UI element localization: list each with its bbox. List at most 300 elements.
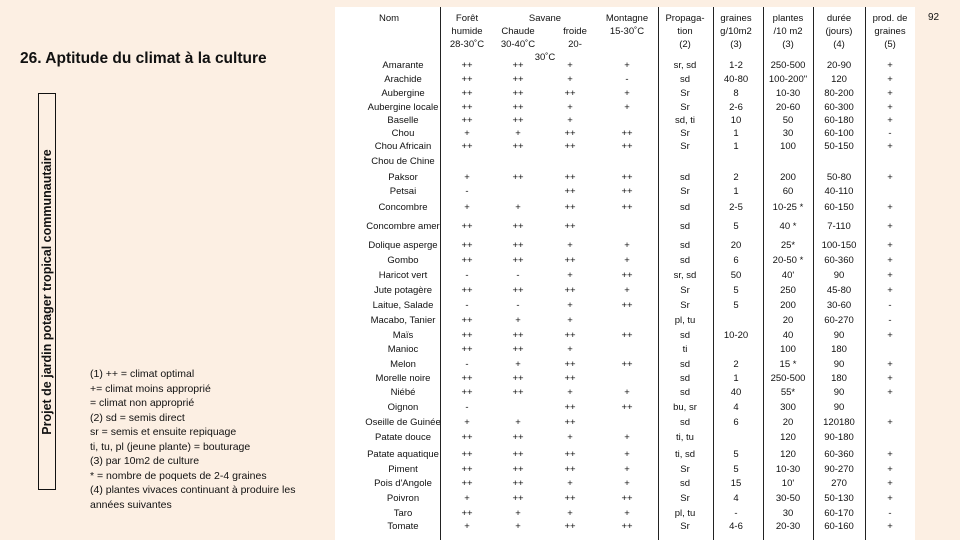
cell-prod: + (887, 285, 893, 296)
cell-chaude: ++ (512, 464, 524, 475)
cell-foret: + (464, 521, 470, 532)
cell-graines: 1 (733, 128, 739, 139)
cell-foret: + (464, 172, 470, 183)
row-crop-name: Pois d'Angole (374, 478, 432, 489)
cell-froide: + (567, 270, 573, 281)
cell-froide: ++ (564, 221, 576, 232)
page-title: 26. Aptitude du climat à la culture (20, 50, 267, 67)
cell-chaude: - (516, 300, 520, 311)
cell-froide: + (567, 60, 573, 71)
cell-graines: 40 (730, 387, 742, 398)
cell-prop: sr, sd (673, 270, 697, 281)
cell-froide: ++ (564, 255, 576, 266)
cell-montagne: + (624, 478, 630, 489)
cell-foret: ++ (461, 478, 473, 489)
cell-chaude: + (515, 315, 521, 326)
header-line: (4) (833, 39, 845, 50)
cell-prop: Sr (680, 102, 690, 113)
row-crop-name: Dolique asperge (368, 240, 438, 251)
cell-duree: 80-200 (824, 88, 854, 99)
cell-chaude: ++ (512, 373, 524, 384)
cell-froide: ++ (564, 373, 576, 384)
header-line: Montagne (605, 13, 649, 24)
row-crop-name: Patate aquatique (367, 449, 439, 460)
cell-graines: 2 (733, 172, 739, 183)
row-crop-name: Concombre (378, 202, 428, 213)
cell-prop: ti (682, 344, 688, 355)
cell-chaude: ++ (512, 102, 524, 113)
cell-foret: ++ (461, 285, 473, 296)
cell-montagne: ++ (621, 493, 633, 504)
header-line: (jours) (825, 26, 853, 37)
cell-froide: + (567, 344, 573, 355)
cell-froide: + (567, 508, 573, 519)
cell-graines: 20 (730, 240, 742, 251)
cell-graines: 1 (733, 373, 739, 384)
cell-graines: 5 (733, 221, 739, 232)
header-line: (5) (884, 39, 896, 50)
cell-chaude: + (515, 417, 521, 428)
header-line: (3) (782, 39, 794, 50)
cell-plantes: 25* (780, 240, 796, 251)
cell-froide: ++ (564, 88, 576, 99)
cell-prop: Sr (680, 285, 690, 296)
header-line: g/10m2 (720, 26, 752, 37)
cell-foret: ++ (461, 464, 473, 475)
cell-froide: ++ (564, 172, 576, 183)
row-crop-name: Poivron (386, 493, 420, 504)
cell-plantes: 40' (781, 270, 795, 281)
cell-chaude: ++ (512, 141, 524, 152)
cell-froide: + (567, 115, 573, 126)
cell-montagne: + (624, 285, 630, 296)
cell-plantes: 200 (780, 172, 796, 183)
cell-plantes: 10-30 (775, 464, 801, 475)
cell-foret: - (465, 359, 469, 370)
cell-prop: sd (679, 387, 691, 398)
header-prod (850, 12, 930, 51)
cell-chaude: - (516, 270, 520, 281)
cell-chaude: + (515, 508, 521, 519)
cell-foret: ++ (461, 508, 473, 519)
cell-plantes: 10-30 (775, 88, 801, 99)
cell-chaude: ++ (512, 60, 524, 71)
cell-prop: sd (679, 74, 691, 85)
cell-duree: 90 (833, 387, 845, 398)
row-crop-name: Aubergine (381, 88, 425, 99)
cell-duree: 60-170 (824, 508, 854, 519)
cell-prop: Sr (680, 88, 690, 99)
cell-prod: + (887, 359, 893, 370)
header-line: Forêt (455, 13, 479, 24)
header-line: humide (451, 26, 483, 37)
cell-graines: 5 (733, 285, 739, 296)
header-savane (505, 12, 585, 25)
row-crop-name: Maïs (392, 330, 414, 341)
cell-montagne: ++ (621, 521, 633, 532)
legend-notes (90, 367, 320, 512)
cell-montagne: ++ (621, 402, 633, 413)
cell-prod: + (887, 60, 893, 71)
row-crop-name: Manioc (387, 344, 419, 355)
cell-duree: 40-110 (824, 186, 854, 197)
cell-chaude: ++ (512, 285, 524, 296)
row-crop-name: Oignon (387, 402, 419, 413)
legend-note: (3) par 10m2 de culture (90, 455, 200, 467)
row-crop-name: Amarante (382, 60, 424, 71)
cell-plantes: 10-25 * (772, 202, 804, 213)
cell-froide: ++ (564, 449, 576, 460)
cell-montagne: + (624, 88, 630, 99)
cell-foret: - (465, 402, 469, 413)
cell-foret: - (465, 300, 469, 311)
cell-prop: sd (679, 373, 691, 384)
cell-montagne: + (624, 464, 630, 475)
cell-plantes: 300 (780, 402, 796, 413)
cell-froide: ++ (564, 402, 576, 413)
cell-prop: Sr (680, 521, 690, 532)
cell-chaude: + (515, 359, 521, 370)
row-crop-name: Chou (391, 128, 415, 139)
sidebar-title: Projet de jardin potager tropical communautaire (40, 148, 54, 435)
legend-note: (4) plantes vivaces continuant à produire les (90, 484, 296, 496)
cell-foret: + (464, 202, 470, 213)
header-nom (349, 12, 429, 25)
cell-foret: ++ (461, 115, 473, 126)
row-crop-name: Chou Africain (374, 141, 432, 152)
header-line: (2) (679, 39, 691, 50)
header-line: froide (563, 26, 587, 37)
cell-graines: 50 (730, 270, 742, 281)
cell-chaude: + (515, 128, 521, 139)
header-line: 15-30˚C (609, 26, 645, 37)
row-crop-name: Chou de Chine (371, 156, 435, 167)
cell-prop: ti, sd (674, 449, 696, 460)
cell-montagne: - (625, 74, 629, 85)
header-line: Propaga- (665, 13, 705, 24)
cell-froide: + (567, 315, 573, 326)
cell-chaude: ++ (512, 172, 524, 183)
legend-note: += climat moins approprié (90, 382, 211, 395)
cell-plantes: 120 (780, 432, 796, 443)
row-crop-name: Paksor (388, 172, 418, 183)
cell-foret: ++ (461, 449, 473, 460)
legend-note: ti, tu, pl (jeune plante) = bouturage (90, 440, 251, 453)
cell-plantes: 250-500 (770, 373, 806, 384)
cell-duree: 60-360 (824, 449, 854, 460)
legend-note: sr = semis et ensuite repiquage (90, 426, 237, 438)
cell-froide: + (567, 74, 573, 85)
cell-prod: + (887, 464, 893, 475)
cell-prod: - (888, 315, 892, 326)
cell-prod: + (887, 74, 893, 85)
cell-montagne: + (624, 432, 630, 443)
cell-foret: + (464, 417, 470, 428)
cell-montagne: + (624, 387, 630, 398)
cell-plantes: 20 (782, 315, 794, 326)
cell-chaude: ++ (512, 344, 524, 355)
cell-foret: ++ (461, 240, 473, 251)
cell-montagne: + (624, 508, 630, 519)
row-crop-name: Taro (393, 508, 413, 519)
cell-graines: 4-6 (729, 521, 743, 532)
cell-prop: pl, tu (674, 315, 696, 326)
cell-plantes: 120 (780, 449, 796, 460)
cell-chaude: + (515, 521, 521, 532)
header-line: graines (720, 13, 752, 24)
cell-prod: + (887, 521, 893, 532)
cell-montagne: ++ (621, 202, 633, 213)
header-line: 30-40˚C (500, 39, 536, 50)
cell-duree: 90 (833, 330, 845, 341)
cell-duree: 60-100 (824, 128, 854, 139)
cell-plantes: 30 (782, 128, 794, 139)
cell-foret: ++ (461, 432, 473, 443)
cell-foret: ++ (461, 330, 473, 341)
legend-note: années suivantes (90, 498, 172, 511)
row-crop-name: Patate douce (375, 432, 431, 443)
cell-prod: + (887, 255, 893, 266)
header-line: 28-30˚C (449, 39, 485, 50)
cell-froide: + (567, 387, 573, 398)
cell-graines: 5 (733, 464, 739, 475)
header-line: durée (826, 13, 852, 24)
cell-froide: + (567, 240, 573, 251)
cell-froide: ++ (564, 128, 576, 139)
cell-froide: ++ (564, 285, 576, 296)
row-crop-name: Morelle noire (375, 373, 431, 384)
cell-foret: ++ (461, 60, 473, 71)
climate-table (335, 7, 915, 540)
cell-montagne: ++ (621, 300, 633, 311)
cell-foret: + (464, 493, 470, 504)
header-line: Chaude (501, 26, 535, 37)
cell-plantes: 15 * (779, 359, 797, 370)
cell-prop: ti, tu (676, 432, 694, 443)
cell-graines: 5 (733, 449, 739, 460)
cell-montagne: ++ (621, 330, 633, 341)
cell-froide: ++ (564, 493, 576, 504)
cell-duree: 100-150 (821, 240, 857, 251)
cell-foret: ++ (461, 387, 473, 398)
cell-froide: ++ (564, 417, 576, 428)
cell-plantes: 100 (780, 344, 796, 355)
cell-prod: + (887, 330, 893, 341)
header-line: graines (874, 26, 906, 37)
cell-chaude: ++ (512, 74, 524, 85)
row-crop-name: Haricot vert (378, 270, 428, 281)
header-line: 30˚C (534, 52, 556, 63)
cell-foret: ++ (461, 344, 473, 355)
cell-prop: Sr (680, 186, 690, 197)
cell-plantes: 55* (780, 387, 796, 398)
cell-plantes: 20-50 * (772, 255, 804, 266)
cell-foret: ++ (461, 88, 473, 99)
row-crop-name: Tomate (387, 521, 419, 532)
cell-montagne: + (624, 102, 630, 113)
cell-duree: 90 (833, 359, 845, 370)
cell-montagne: + (624, 240, 630, 251)
cell-prod: - (888, 128, 892, 139)
cell-graines: 4 (733, 402, 739, 413)
cell-montagne: ++ (621, 359, 633, 370)
cell-prop: sd (679, 478, 691, 489)
cell-duree: 270 (831, 478, 847, 489)
cell-plantes: 20 (782, 417, 794, 428)
cell-prod: + (887, 202, 893, 213)
cell-prop: Sr (680, 141, 690, 152)
row-crop-name: Baselle (387, 115, 419, 126)
header-line: /10 m2 (773, 26, 803, 37)
cell-duree: 45-80 (826, 285, 852, 296)
cell-chaude: ++ (512, 221, 524, 232)
row-crop-name: Arachide (384, 74, 422, 85)
cell-montagne: + (624, 449, 630, 460)
legend-note: (2) sd = semis direct (90, 411, 185, 424)
cell-prod: + (887, 373, 893, 384)
cell-froide: ++ (564, 359, 576, 370)
cell-prod: - (888, 300, 892, 311)
cell-prod: + (887, 115, 893, 126)
cell-froide: + (567, 102, 573, 113)
cell-prod: + (887, 417, 893, 428)
cell-prop: Sr (680, 464, 690, 475)
header-line: (3) (730, 39, 742, 50)
cell-froide: ++ (564, 464, 576, 475)
row-crop-name: Petsai (389, 186, 417, 197)
cell-plantes: 30 (782, 508, 794, 519)
row-crop-name: Niébé (390, 387, 416, 398)
header-line: 20- (568, 39, 582, 50)
cell-prop: sd, ti (674, 115, 696, 126)
cell-graines: - (734, 508, 738, 519)
cell-prod: + (887, 88, 893, 99)
cell-prop: sd (679, 255, 691, 266)
cell-montagne: ++ (621, 186, 633, 197)
cell-prod: + (887, 172, 893, 183)
row-crop-name: Jute potagère (373, 285, 433, 296)
cell-duree: 120180 (823, 417, 855, 428)
row-crop-name: Aubergine locale (367, 102, 439, 113)
row-crop-name: Piment (388, 464, 418, 475)
cell-foret: - (465, 186, 469, 197)
page-number: 92 (928, 12, 940, 23)
header-line: prod. de (872, 13, 908, 24)
row-crop-name: Laitue, Salade (372, 300, 434, 311)
cell-duree: 50-130 (824, 493, 854, 504)
cell-prop: sd (679, 221, 691, 232)
cell-duree: 30-60 (826, 300, 852, 311)
cell-prod: + (887, 387, 893, 398)
cell-duree: 60-300 (824, 102, 854, 113)
cell-foret: - (465, 270, 469, 281)
cell-prod: + (887, 270, 893, 281)
cell-duree: 120 (831, 74, 847, 85)
row-crop-name: Gombo (387, 255, 419, 266)
cell-plantes: 250 (780, 285, 796, 296)
cell-plantes: 20-30 (775, 521, 801, 532)
cell-duree: 60-180 (824, 115, 854, 126)
cell-prod: + (887, 478, 893, 489)
cell-graines: 1-2 (729, 60, 743, 71)
cell-duree: 60-160 (824, 521, 854, 532)
cell-froide: ++ (564, 521, 576, 532)
cell-plantes: 50 (782, 115, 794, 126)
header-line: Nom (378, 13, 400, 24)
cell-chaude: ++ (512, 432, 524, 443)
cell-graines: 10-20 (723, 330, 749, 341)
cell-foret: ++ (461, 315, 473, 326)
cell-duree: 50-150 (824, 141, 854, 152)
cell-froide: ++ (564, 330, 576, 341)
cell-prod: + (887, 449, 893, 460)
cell-foret: + (464, 128, 470, 139)
cell-montagne: + (624, 60, 630, 71)
cell-foret: ++ (461, 141, 473, 152)
cell-graines: 2 (733, 359, 739, 370)
cell-chaude: ++ (512, 387, 524, 398)
cell-prod: + (887, 221, 893, 232)
legend-note: (1) ++ = climat optimal (90, 368, 195, 380)
cell-plantes: 250-500 (770, 60, 806, 71)
cell-prod: + (887, 141, 893, 152)
cell-prop: sd (679, 417, 691, 428)
cell-chaude: ++ (512, 493, 524, 504)
cell-plantes: 100 (780, 141, 796, 152)
cell-chaude: ++ (512, 88, 524, 99)
cell-duree: 60-270 (824, 315, 854, 326)
cell-froide: ++ (564, 141, 576, 152)
header-line: Savane (528, 13, 562, 24)
cell-chaude: ++ (512, 330, 524, 341)
legend-note: * = nombre de poquets de 2-4 graines (90, 469, 267, 482)
cell-foret: ++ (461, 255, 473, 266)
cell-prod: + (887, 493, 893, 504)
cell-plantes: 40 * (779, 221, 797, 232)
row-crop-name: Melon (390, 359, 416, 370)
cell-chaude: ++ (512, 240, 524, 251)
cell-duree: 90-270 (824, 464, 854, 475)
cell-duree: 180 (831, 344, 847, 355)
cell-graines: 5 (733, 300, 739, 311)
cell-chaude: ++ (512, 449, 524, 460)
cell-graines: 6 (733, 417, 739, 428)
cell-prop: Sr (680, 300, 690, 311)
legend-note: = climat non approprié (90, 397, 195, 409)
cell-prop: bu, sr (673, 402, 697, 413)
cell-prop: sd (679, 359, 691, 370)
cell-graines: 8 (733, 88, 739, 99)
cell-prod: - (888, 508, 892, 519)
cell-duree: 90-180 (824, 432, 854, 443)
cell-prop: Sr (680, 493, 690, 504)
cell-plantes: 60 (782, 186, 794, 197)
cell-chaude: ++ (512, 115, 524, 126)
cell-plantes: 10' (781, 478, 795, 489)
cell-graines: 4 (733, 493, 739, 504)
cell-graines: 1 (733, 141, 739, 152)
cell-montagne: ++ (621, 270, 633, 281)
cell-chaude: + (515, 202, 521, 213)
cell-duree: 90 (833, 270, 845, 281)
row-crop-name: Macabo, Tanier (370, 315, 436, 326)
cell-duree: 90 (833, 402, 845, 413)
cell-foret: ++ (461, 74, 473, 85)
cell-foret: ++ (461, 373, 473, 384)
cell-chaude: ++ (512, 478, 524, 489)
cell-graines: 2-5 (729, 202, 743, 213)
cell-chaude: ++ (512, 255, 524, 266)
